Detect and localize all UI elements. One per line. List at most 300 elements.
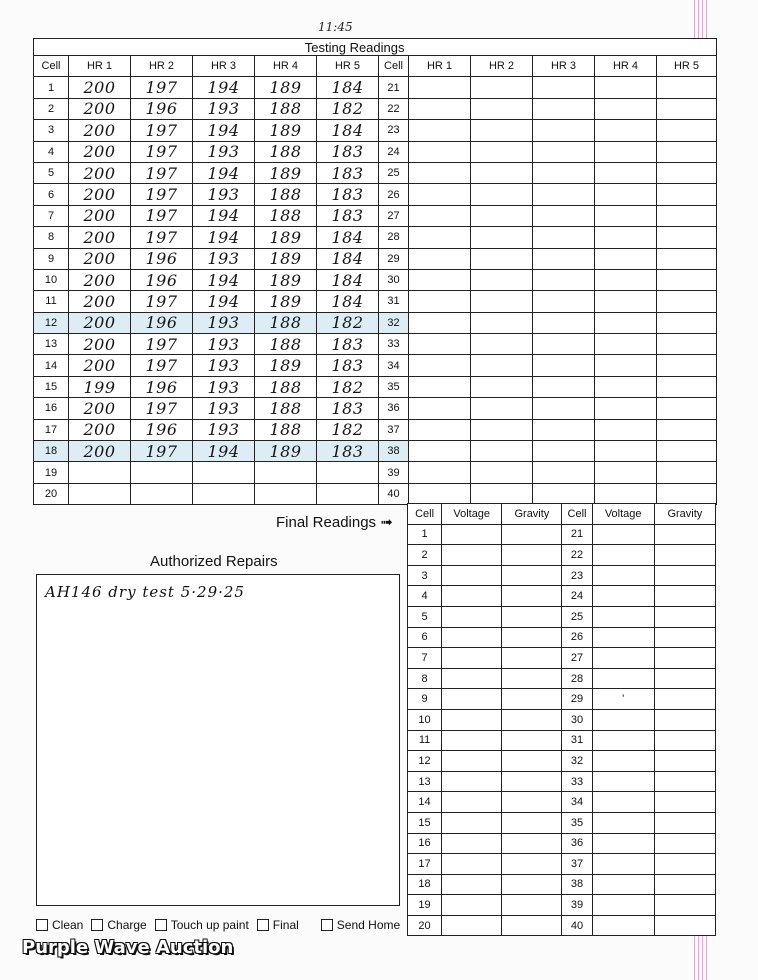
reading-empty [533,441,595,462]
reading-value: 188 [255,376,317,397]
reading-empty [409,291,471,312]
table-row [34,141,717,162]
voltage-value-right [592,606,654,627]
reading-empty [471,120,533,141]
final-readings-table [407,503,716,936]
gravity-value [502,545,562,566]
cell-number-right: 33 [562,771,592,792]
checkbox[interactable] [36,919,48,931]
reading-value: 188 [255,419,317,440]
gravity-value [502,668,562,689]
gravity-value [502,730,562,751]
gravity-value [502,751,562,772]
reading-value: 183 [317,184,379,205]
checkbox-item[interactable] [321,918,400,932]
reading-value: 182 [317,98,379,119]
reading-value: 194 [193,291,255,312]
reading-value: 189 [255,248,317,269]
reading-value: 197 [131,162,193,183]
cell-number-right: 23 [562,565,592,586]
reading-value: 196 [131,248,193,269]
reading-empty [595,291,657,312]
reading-empty [657,419,717,440]
voltage-value [442,915,502,936]
reading-value: 194 [193,120,255,141]
reading-value: 183 [317,355,379,376]
header-hr1-right: HR 1 [409,56,471,77]
cell-number: 15 [408,812,442,833]
checkbox-item[interactable] [36,918,83,932]
reading-empty [657,483,717,504]
authorized-repairs-box [36,574,400,906]
table-row [408,689,716,710]
reading-empty [657,248,717,269]
cell-number: 10 [408,709,442,730]
reading-empty [471,141,533,162]
gravity-value-right [654,648,715,669]
cell-number: 4 [34,141,69,162]
voltage-value-right [592,648,654,669]
reading-empty [595,312,657,333]
cell-number: 11 [34,291,69,312]
reading-value: 199 [69,376,131,397]
reading-empty [595,162,657,183]
reading-value: 197 [131,120,193,141]
reading-value [317,462,379,483]
reading-value: 189 [255,291,317,312]
cell-number-right: 21 [562,524,592,545]
reading-empty [595,141,657,162]
checkbox-label: Final [272,918,299,932]
reading-empty [409,269,471,290]
reading-value: 197 [131,291,193,312]
reading-value: 200 [69,141,131,162]
reading-empty [657,227,717,248]
reading-value [131,462,193,483]
reading-empty [595,184,657,205]
gravity-value [502,854,562,875]
reading-value [317,483,379,504]
voltage-value-right [592,524,654,545]
table-row [408,874,716,895]
reading-value: 188 [255,312,317,333]
voltage-value [442,606,502,627]
cell-number: 14 [34,355,69,376]
reading-value: 193 [193,334,255,355]
reading-empty [533,227,595,248]
reading-value: 189 [255,77,317,98]
gravity-value [502,627,562,648]
table-row [34,184,717,205]
reading-value: 197 [131,334,193,355]
testing-readings-table [33,38,717,505]
time-annotation-hr5: 11:45 [318,20,353,34]
watermark-logo: Purple Wave Auction [22,937,234,958]
reading-empty [409,376,471,397]
reading-value: 193 [193,376,255,397]
voltage-value-right [592,915,654,936]
cell-number-right: 34 [379,355,409,376]
gravity-value-right [654,915,715,936]
reading-empty [657,141,717,162]
gravity-value-right [654,895,715,916]
reading-value: 184 [317,291,379,312]
checkbox-label: Send Home [336,918,401,932]
cell-number-right: 24 [379,141,409,162]
voltage-value [442,792,502,813]
final-header-2: Gravity [502,504,562,525]
reading-value: 182 [317,376,379,397]
reading-empty [595,441,657,462]
cell-number: 3 [408,565,442,586]
reading-value: 184 [317,77,379,98]
cell-number-right: 31 [379,291,409,312]
reading-empty [471,312,533,333]
cell-number-right: 28 [379,227,409,248]
reading-value: 189 [255,355,317,376]
reading-value: 200 [69,269,131,290]
voltage-value-right [592,812,654,833]
reading-empty [657,269,717,290]
table-row [408,606,716,627]
cell-number: 18 [34,441,69,462]
reading-empty [471,376,533,397]
checkbox-item[interactable] [91,918,146,932]
gravity-value [502,689,562,710]
final-readings-title: Final Readings ➟ [276,514,393,531]
reading-empty [595,462,657,483]
header-hr2-right: HR 2 [471,56,533,77]
reading-value: 197 [131,441,193,462]
checkbox[interactable] [321,919,333,931]
table-row [408,545,716,566]
voltage-value-right [592,751,654,772]
table-row [408,586,716,607]
cell-number: 6 [408,627,442,648]
voltage-value-right [592,895,654,916]
reading-value: 196 [131,376,193,397]
voltage-value [442,751,502,772]
reading-value: 197 [131,398,193,419]
reading-empty [471,441,533,462]
table-row [408,730,716,751]
reading-value: 194 [193,269,255,290]
reading-empty [533,248,595,269]
reading-value: 197 [131,227,193,248]
cell-number-right: 32 [562,751,592,772]
gravity-value-right [654,586,715,607]
cell-number: 19 [34,462,69,483]
cell-number: 14 [408,792,442,813]
reading-empty [595,334,657,355]
cell-number: 10 [34,269,69,290]
reading-empty [657,398,717,419]
header-hr1: HR 1 [69,56,131,77]
checkbox-label: Charge [107,918,147,932]
table-row [408,812,716,833]
voltage-value [442,586,502,607]
reading-value: 188 [255,141,317,162]
gravity-value-right [654,751,715,772]
repair-note: AH146 dry test 5·29·25 [45,583,245,601]
reading-value: 193 [193,141,255,162]
reading-value: 193 [193,98,255,119]
final-header-1: Voltage [442,504,502,525]
voltage-value [442,854,502,875]
reading-value: 189 [255,227,317,248]
final-header-row [408,504,716,525]
checkbox[interactable] [91,919,103,931]
table-row [408,709,716,730]
final-header-0: Cell [408,504,442,525]
gravity-value-right [654,545,715,566]
reading-value: 183 [317,205,379,226]
reading-empty [657,184,717,205]
cell-number-right: 22 [562,545,592,566]
reading-empty [657,312,717,333]
reading-empty [657,120,717,141]
gravity-value [502,771,562,792]
reading-empty [533,98,595,119]
reading-empty [595,248,657,269]
voltage-value [442,730,502,751]
table-row [408,751,716,772]
reading-value: 197 [131,355,193,376]
reading-value: 197 [131,77,193,98]
table-row [34,312,717,333]
reading-empty [409,334,471,355]
reading-value: 188 [255,205,317,226]
reading-empty [595,376,657,397]
cell-number-right: 35 [562,812,592,833]
reading-empty [595,483,657,504]
cell-number: 12 [408,751,442,772]
reading-empty [595,419,657,440]
voltage-value-right [592,730,654,751]
final-header-5: Gravity [654,504,715,525]
header-hr5: HR 5 [317,56,379,77]
gravity-value [502,895,562,916]
reading-empty [409,227,471,248]
reading-empty [471,398,533,419]
gravity-value-right [654,689,715,710]
table-row [34,462,717,483]
cell-number: 12 [34,312,69,333]
reading-empty [409,141,471,162]
cell-number-right: 38 [562,874,592,895]
reading-empty [533,483,595,504]
reading-empty [657,77,717,98]
reading-empty [595,269,657,290]
reading-empty [595,355,657,376]
reading-empty [409,120,471,141]
reading-value: 182 [317,419,379,440]
reading-value: 200 [69,312,131,333]
reading-empty [657,355,717,376]
header-cell: Cell [34,56,69,77]
reading-value: 196 [131,312,193,333]
reading-empty [657,462,717,483]
final-header-4: Voltage [592,504,654,525]
gravity-value [502,812,562,833]
reading-value: 200 [69,77,131,98]
header-hr2: HR 2 [131,56,193,77]
voltage-value-right [592,833,654,854]
gravity-value-right [654,874,715,895]
cell-number-right: 29 [562,689,592,710]
header-hr3-right: HR 3 [533,56,595,77]
cell-number-right: 37 [562,854,592,875]
cell-number: 15 [34,376,69,397]
voltage-value-right [592,854,654,875]
reading-value: 196 [131,269,193,290]
cell-number: 9 [34,248,69,269]
reading-empty [657,162,717,183]
voltage-value [442,545,502,566]
checkbox-item[interactable] [257,918,299,932]
reading-value: 200 [69,162,131,183]
reading-empty [533,120,595,141]
table-row [34,334,717,355]
voltage-value [442,833,502,854]
reading-value: 188 [255,334,317,355]
reading-empty [409,419,471,440]
cell-number: 5 [408,606,442,627]
cell-number-right: 32 [379,312,409,333]
reading-empty [533,398,595,419]
header-hr5-right: HR 5 [657,56,717,77]
cell-number: 16 [408,833,442,854]
reading-value: 194 [193,441,255,462]
reading-value: 189 [255,120,317,141]
reading-value: 194 [193,162,255,183]
cell-number: 17 [408,854,442,875]
cell-number: 2 [408,545,442,566]
voltage-value-right [592,792,654,813]
table-row [34,227,717,248]
reading-empty [657,291,717,312]
reading-value: 200 [69,441,131,462]
gravity-value [502,874,562,895]
reading-empty [471,419,533,440]
reading-empty [409,248,471,269]
voltage-value-right [592,586,654,607]
authorized-repairs-title: Authorized Repairs [150,553,278,570]
reading-value: 200 [69,398,131,419]
reading-value: 183 [317,141,379,162]
reading-value: 183 [317,398,379,419]
cell-number-right: 23 [379,120,409,141]
cell-number-right: 36 [379,398,409,419]
cell-number: 13 [408,771,442,792]
checkbox[interactable] [257,919,269,931]
reading-value: 193 [193,355,255,376]
table-row [408,524,716,545]
reading-value: 193 [193,398,255,419]
gravity-value-right [654,833,715,854]
reading-value [131,483,193,504]
reading-value: 183 [317,334,379,355]
cell-number: 2 [34,98,69,119]
reading-value: 193 [193,184,255,205]
reading-empty [533,334,595,355]
cell-number-right: 31 [562,730,592,751]
gravity-value-right [654,565,715,586]
cell-number: 19 [408,895,442,916]
header-hr4: HR 4 [255,56,317,77]
reading-value: 196 [131,419,193,440]
reading-empty [409,162,471,183]
table-row [34,248,717,269]
reading-value: 184 [317,248,379,269]
voltage-value [442,771,502,792]
checkbox[interactable] [155,919,167,931]
table-row [408,648,716,669]
gravity-value [502,709,562,730]
table-row [34,162,717,183]
reading-empty [595,398,657,419]
table-row [34,269,717,290]
reading-value: 200 [69,355,131,376]
table-row [408,792,716,813]
gravity-value-right [654,792,715,813]
reading-value [255,483,317,504]
checkbox-item[interactable] [155,918,249,932]
reading-value: 200 [69,184,131,205]
voltage-value [442,874,502,895]
reading-empty [657,98,717,119]
reading-empty [409,483,471,504]
table-row [34,205,717,226]
cell-number-right: 39 [562,895,592,916]
reading-empty [533,376,595,397]
voltage-value [442,627,502,648]
cell-number-right: 30 [562,709,592,730]
testing-header-row [34,56,717,77]
reading-empty [471,355,533,376]
reading-value [255,462,317,483]
reading-value [69,483,131,504]
table-row [408,627,716,648]
reading-value [193,462,255,483]
cell-number-right: 21 [379,77,409,98]
reading-value: 184 [317,120,379,141]
table-row [408,668,716,689]
cell-number: 9 [408,689,442,710]
cell-number-right: 38 [379,441,409,462]
reading-empty [533,291,595,312]
reading-empty [471,162,533,183]
cell-number-right: 35 [379,376,409,397]
reading-empty [409,462,471,483]
reading-value: 188 [255,98,317,119]
cell-number: 20 [408,915,442,936]
reading-empty [657,376,717,397]
table-row [408,915,716,936]
reading-empty [595,77,657,98]
gravity-value-right [654,854,715,875]
reading-empty [471,291,533,312]
cell-number-right: 34 [562,792,592,813]
cell-number-right: 29 [379,248,409,269]
voltage-value-right [592,627,654,648]
reading-value: 194 [193,205,255,226]
table-row [34,376,717,397]
reading-value [193,483,255,504]
gravity-value-right [654,709,715,730]
cell-number: 8 [408,668,442,689]
reading-empty [533,462,595,483]
